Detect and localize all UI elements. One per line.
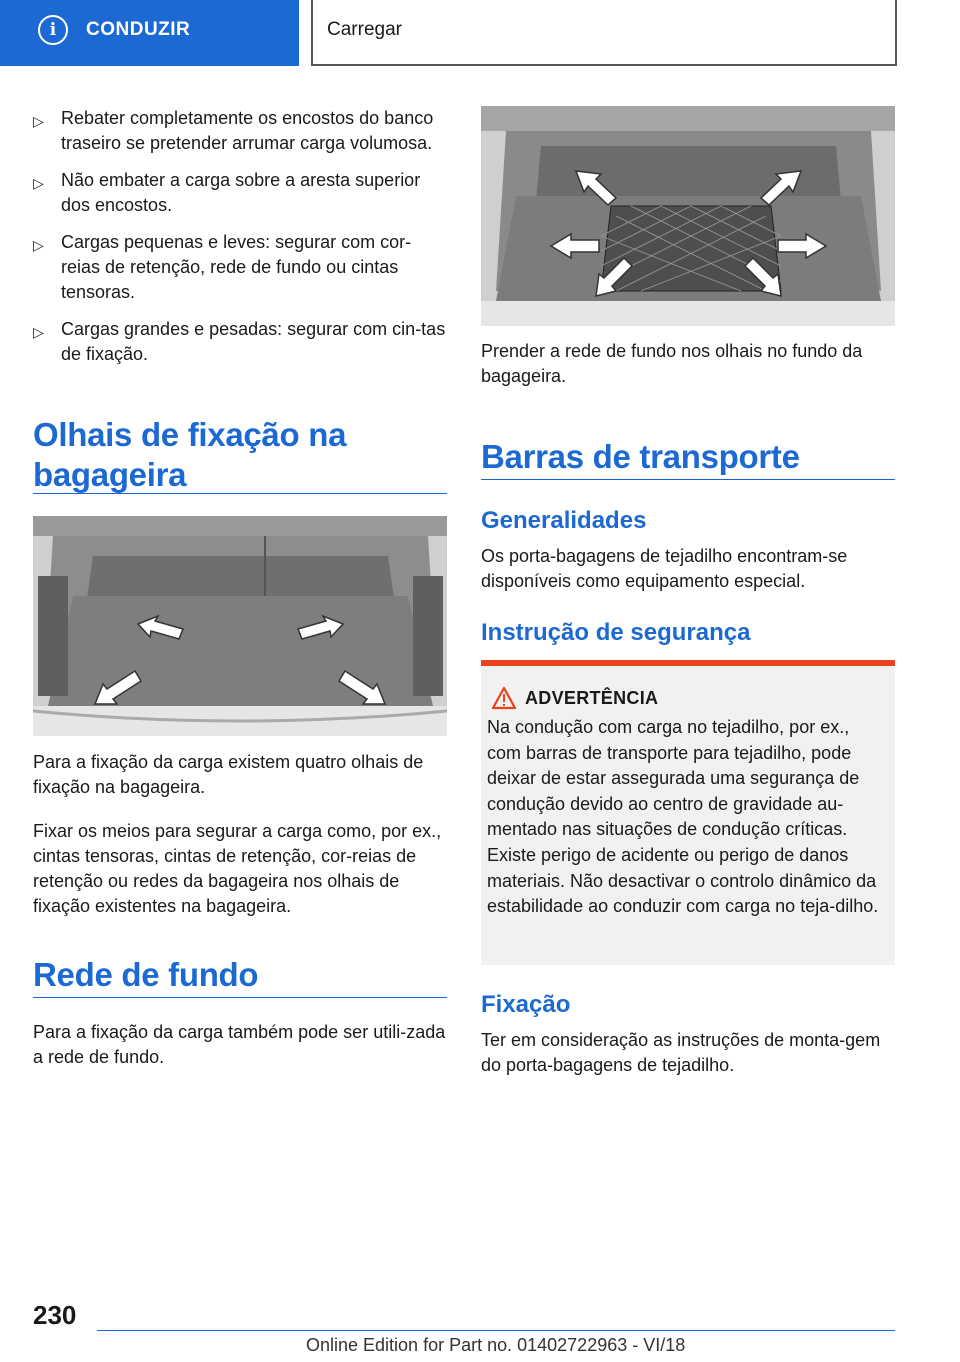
footer-rule <box>97 1330 895 1331</box>
heading-rule <box>33 997 447 998</box>
list-item: ▷ Rebater completamente os encostos do banco traseiro se pretender arrumar carga volumosa. <box>33 108 434 153</box>
warning-box <box>481 660 895 965</box>
edition-footer: Online Edition for Part no. 01402722963 - VI/18 <box>306 1335 686 1355</box>
triangle-bullet-icon: ▷ <box>33 113 44 129</box>
lashing-paragraph-2: Fixar os meios para segurar a carga como, por ex., cintas tensoras, cintas de retenção, cor-reias de retenção ou redes da bagageira nos olhais de fixação existentes na bagageira. <box>33 821 442 916</box>
trunk-floor-net-image <box>481 106 895 326</box>
list-item: ▷ Cargas grandes e pesadas: segurar com cin-tas de fixação. <box>33 319 446 364</box>
chapter-title: Carregar <box>327 19 402 40</box>
lashing-paragraph-1: Para a fixação da carga existem quatro olhais de fixação na bagageira. <box>33 752 424 797</box>
warning-text: Na condução com carga no tejadilho, por ex., com barras de transporte para tejadilho, pode deixar de estar assegurada uma segurança de condução devido ao centro de gravidade au-mentado nas situações de condução críticas. Existe perigo de acidente ou perigo de danos materiais. Não desactivar o controlo dinâmico da estabilidade ao conduzir com carga no teja-dilho. <box>487 717 879 917</box>
warning-title: ADVERTÊNCIA <box>525 688 659 708</box>
floor-net-paragraph: Para a fixação da carga também pode ser utili-zada a rede de fundo. <box>33 1022 446 1067</box>
general-paragraph: Os porta-bagagens de tejadilho encontram-se disponíveis como equipamento especial. <box>481 546 848 591</box>
list-item: ▷ Não embater a carga sobre a aresta superior dos encostos. <box>33 170 421 215</box>
subheading-general: Generalidades <box>481 507 647 534</box>
info-icon: i <box>38 15 68 45</box>
page-number: 230 <box>33 1300 77 1330</box>
bullet-list <box>33 106 447 379</box>
subheading-fixing: Fixação <box>481 991 571 1018</box>
heading-roof-bars: Barras de transporte <box>481 438 800 475</box>
triangle-bullet-icon: ▷ <box>33 237 44 253</box>
subheading-safety: Instrução de segurança <box>481 619 751 646</box>
triangle-bullet-icon: ▷ <box>33 324 44 340</box>
section-tab[interactable] <box>0 0 299 66</box>
heading-floor-net: Rede de fundo <box>33 956 259 993</box>
warning-bar <box>481 660 895 666</box>
trunk-lashing-eyes-image <box>33 516 447 736</box>
floor-net-caption: Prender a rede de fundo nos olhais no fundo da bagageira. <box>481 341 863 386</box>
section-label: CONDUZIR <box>86 19 191 40</box>
chapter-header <box>311 0 897 66</box>
warning-triangle-icon <box>491 686 517 710</box>
heading-rule <box>481 479 895 480</box>
heading-rule <box>33 493 447 494</box>
heading-lashing-eyes: Olhais de fixação na bagageira <box>33 416 347 493</box>
fixing-paragraph: Ter em consideração as instruções de monta-gem do porta-bagagens de tejadilho. <box>481 1030 881 1075</box>
list-item: ▷ Cargas pequenas e leves: segurar com cor-reias de retenção, rede de fundo ou cintas tensoras. <box>33 232 412 302</box>
triangle-bullet-icon: ▷ <box>33 175 44 191</box>
